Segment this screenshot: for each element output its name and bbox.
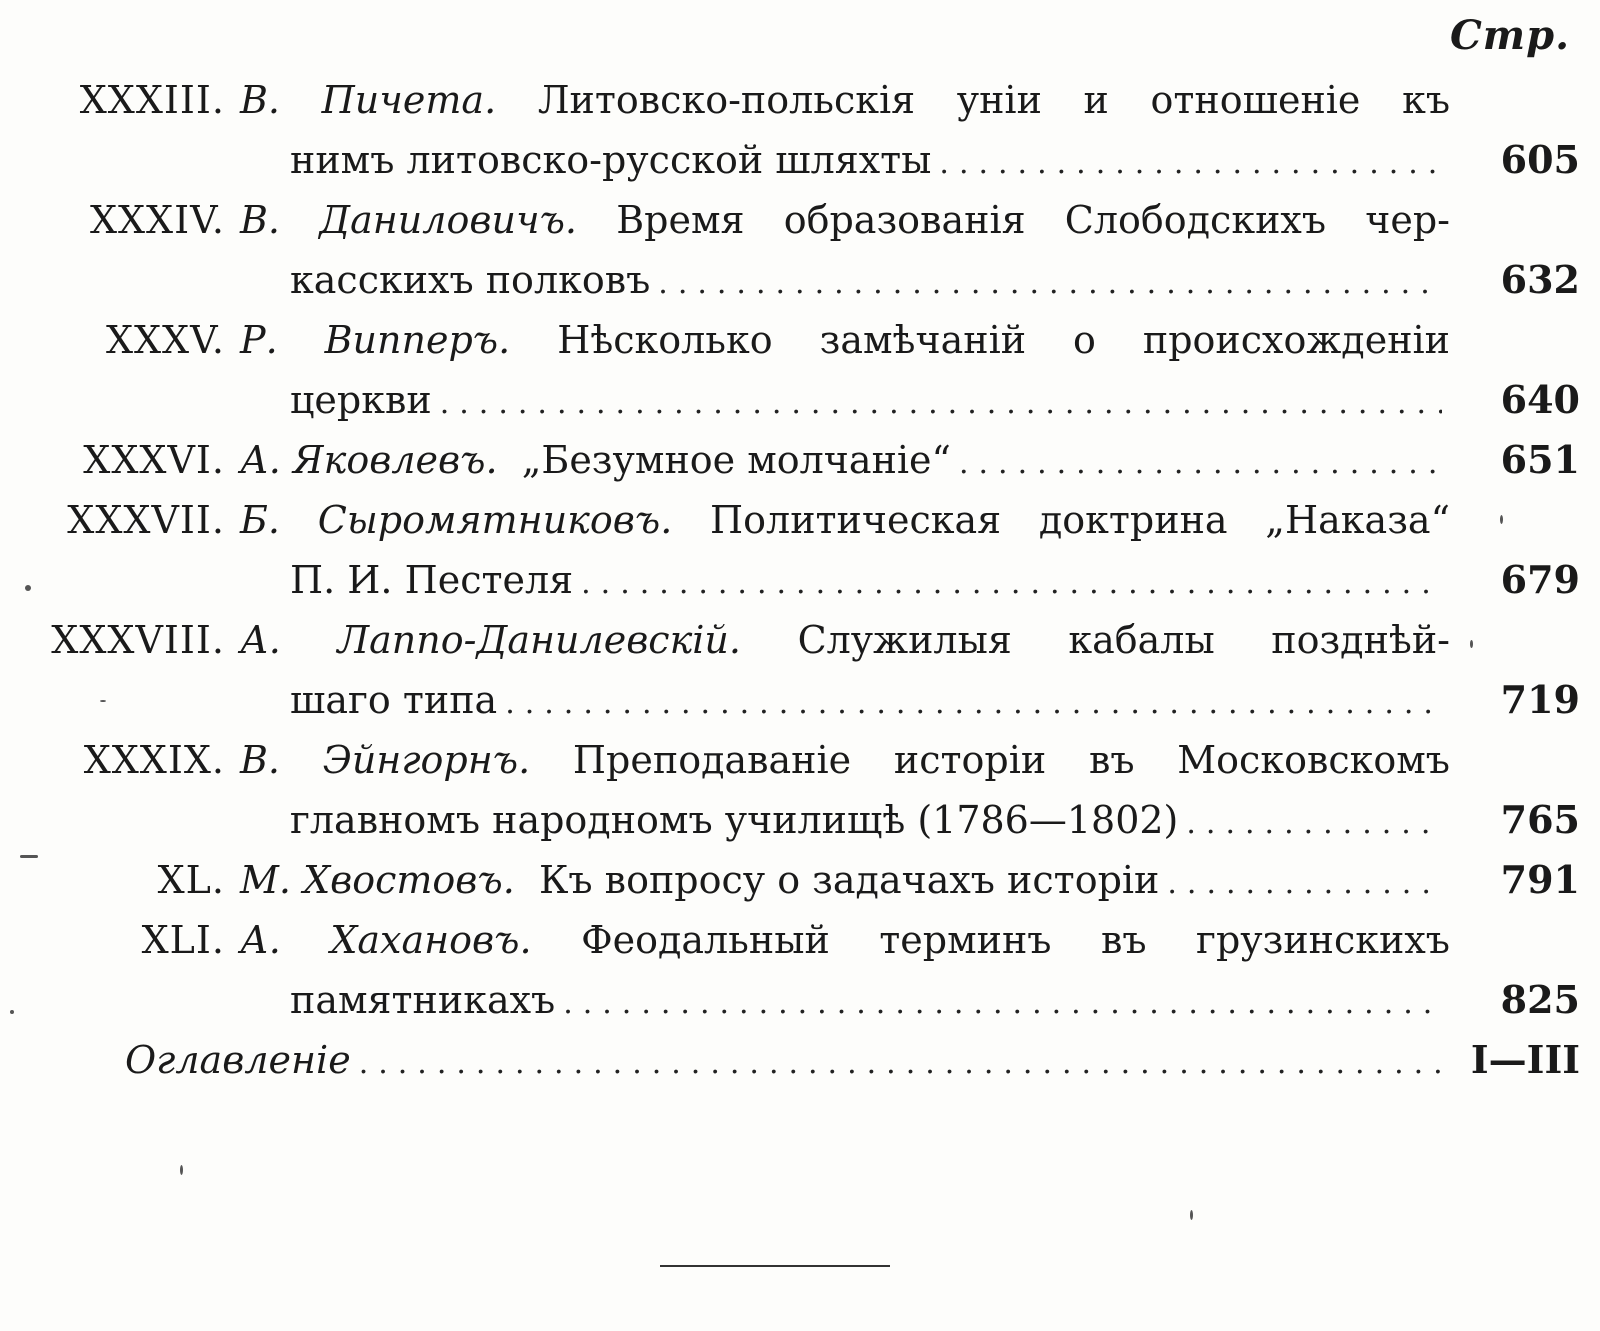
entry-title: „Безумное молчаніе“: [521, 438, 951, 482]
page-column-label: Стр.: [1449, 12, 1570, 59]
scan-speck: [180, 1165, 183, 1175]
dot-leader: [359, 1034, 1442, 1094]
entry-title: касскихъ полковъ: [290, 258, 651, 302]
entry-author: А. Яковлевъ.: [240, 438, 498, 482]
scan-speck: [1190, 1210, 1193, 1220]
scan-speck: [1500, 515, 1503, 524]
entry-number: XXXIII.: [79, 78, 225, 122]
scan-speck: [100, 700, 106, 702]
entry-number: XL.: [157, 858, 225, 902]
entry-page-number: 719: [1500, 677, 1580, 722]
entry-page-number: 679: [1500, 557, 1580, 602]
entry-title: Политическая доктрина „Наказа“: [710, 498, 1450, 542]
toc-entry-line: [0, 670, 1600, 730]
dot-leader: [440, 374, 1442, 434]
entry-title-continuation: [290, 790, 1450, 854]
scan-speck: [1470, 640, 1473, 648]
toc-entry-line: [0, 1030, 1600, 1090]
entry-page-number: 765: [1500, 797, 1580, 842]
entry-title-line: [240, 310, 1450, 370]
toc-entry-line: [0, 250, 1600, 310]
toc-entry-line: [0, 190, 1600, 250]
entry-title-line: [240, 910, 1450, 970]
entry-title-continuation: [290, 670, 1450, 734]
entry-title-line: [240, 70, 1450, 130]
entry-title: Нѣсколько замѣчаній о происхожденіи: [557, 318, 1450, 362]
toc-entry-line: [0, 910, 1600, 970]
entry-number: XXXIV.: [89, 198, 225, 242]
entry-title: Литовско-польскія уніи и отношеніе къ: [537, 78, 1450, 122]
entry-title: П. И. Пестеля: [290, 558, 574, 602]
entry-number: XXXV.: [105, 318, 225, 362]
scan-speck: [25, 585, 31, 591]
entry-title: памятникахъ: [290, 978, 556, 1022]
entry-title-continuation: [290, 970, 1450, 1034]
toc-entry-line: [0, 490, 1600, 550]
entry-number: XXXVIII.: [51, 618, 225, 662]
entry-author: А. Лаппо-Данилевскій.: [240, 618, 741, 662]
entry-title-continuation: [290, 130, 1450, 194]
entry-page-number: 632: [1500, 257, 1580, 302]
entry-title-continuation: [290, 370, 1450, 434]
entry-page-number: 640: [1500, 377, 1580, 422]
dot-leader: [1186, 794, 1442, 854]
dot-leader: [959, 434, 1442, 494]
entry-title-line: [240, 190, 1450, 250]
entry-title: шаго типа: [290, 678, 498, 722]
entry-title-line: [240, 490, 1450, 550]
end-rule: [660, 1265, 890, 1267]
toc-entry-line: [0, 730, 1600, 790]
dot-leader: [658, 254, 1442, 314]
entry-title: главномъ народномъ училищѣ (1786—1802): [290, 798, 1179, 842]
toc-entry-line: [0, 850, 1600, 910]
entry-title: Феодальный терминъ въ грузинскихъ: [581, 918, 1450, 962]
contents-entry: [125, 1030, 1450, 1094]
toc-entry-line: [0, 610, 1600, 670]
entry-title: нимъ литовско-русской шляхты: [290, 138, 932, 182]
toc-entry-line: [0, 70, 1600, 130]
entry-number: XXXVI.: [83, 438, 225, 482]
entry-page-number: 605: [1500, 137, 1580, 182]
dot-leader: [581, 554, 1442, 614]
scan-speck: [10, 1010, 14, 1014]
entry-page-number: I—III: [1470, 1037, 1580, 1082]
toc-entry-line: [0, 790, 1600, 850]
toc-entry-line: [0, 430, 1600, 490]
entry-title-line: [240, 430, 1450, 494]
entry-page-number: 791: [1500, 857, 1580, 902]
table-of-contents: [0, 70, 1600, 1090]
contents-title: Оглавленіе: [125, 1038, 351, 1082]
dot-leader: [563, 974, 1442, 1034]
entry-page-number: 825: [1500, 977, 1580, 1022]
entry-author: Б. Сыромятниковъ.: [240, 498, 673, 542]
toc-entry-line: [0, 130, 1600, 190]
entry-author: А. Хахановъ.: [240, 918, 532, 962]
toc-entry-line: [0, 970, 1600, 1030]
entry-title-continuation: [290, 250, 1450, 314]
entry-number: XXXVII.: [67, 498, 225, 542]
toc-entry-line: [0, 310, 1600, 370]
entry-title-line: [240, 850, 1450, 914]
entry-title-line: [240, 610, 1450, 670]
entry-title: церкви: [290, 378, 432, 422]
entry-page-number: 651: [1500, 437, 1580, 482]
entry-author: М. Хвостовъ.: [240, 858, 515, 902]
entry-title: Время образованія Слободскихъ чер-: [616, 198, 1450, 242]
entry-author: В. Эйнгорнъ.: [240, 738, 531, 782]
toc-entry-line: [0, 550, 1600, 610]
entry-author: В. Даниловичъ.: [240, 198, 577, 242]
dot-leader: [939, 134, 1442, 194]
toc-entry-line: [0, 370, 1600, 430]
entry-title-continuation: [290, 550, 1450, 614]
entry-title: Преподаваніе исторіи въ Московскомъ: [572, 738, 1450, 782]
entry-title: Къ вопросу о задачахъ исторіи: [539, 858, 1160, 902]
entry-title-line: [240, 730, 1450, 790]
scan-speck: [20, 855, 38, 858]
dot-leader: [1167, 854, 1442, 914]
entry-number: XLI.: [141, 918, 225, 962]
entry-author: Р. Випперъ.: [240, 318, 511, 362]
dot-leader: [505, 674, 1442, 734]
entry-author: В. Пичета.: [240, 78, 497, 122]
entry-number: XXXIX.: [83, 738, 225, 782]
entry-title: Служилыя кабалы позднѣй-: [797, 618, 1450, 662]
